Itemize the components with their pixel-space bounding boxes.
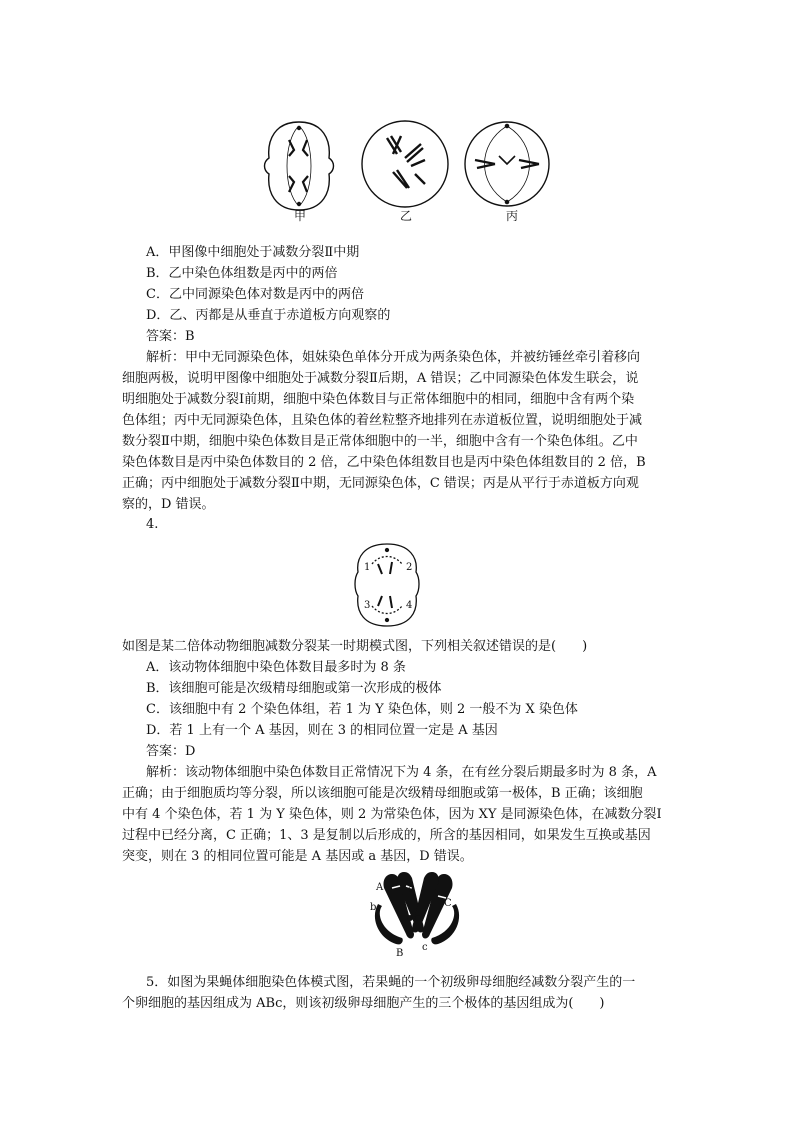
q3-analysis-line: 数分裂Ⅱ中期，细胞中染色体数目是正常体细胞中的一半，细胞中含有一个染色体组。乙中 bbox=[122, 434, 638, 449]
fig3-label-B: B bbox=[396, 948, 404, 959]
figure-fruitfly-chromosomes bbox=[362, 866, 472, 966]
fig3-label-b: b bbox=[370, 902, 377, 913]
q4-analysis-line: 解析：该动物体细胞中染色体数目正常情况下为 4 条，在有丝分裂后期最多时为 8 条，A bbox=[146, 765, 657, 780]
q4-figure-label-4: 4 bbox=[406, 600, 413, 611]
q4-answer: 答案：D bbox=[146, 744, 196, 759]
fig3-label-c: c bbox=[422, 942, 428, 953]
q3-option-c: C．乙中同源染色体对数是丙中的两倍 bbox=[146, 287, 364, 302]
q3-analysis-line: 解析：甲中无同源染色体，姐妹染色单体分开成为两条染色体，并被纺锤丝牵引着移向 bbox=[146, 350, 641, 365]
q3-analysis-line: 正确；丙中细胞处于减数分裂Ⅱ中期，无同源染色体，C 错误；丙是从平行于赤道板方向观 bbox=[122, 476, 639, 491]
q4-option-c: C．该细胞中有 2 个染色体组，若 1 为 Y 染色体，则 2 一般不为 X 染色体 bbox=[146, 702, 578, 717]
q4-figure-label-2: 2 bbox=[406, 562, 413, 573]
q3-option-a: A．甲图像中细胞处于减数分裂Ⅱ中期 bbox=[146, 245, 360, 260]
q3-analysis-line: 明细胞处于减数分裂Ⅰ前期，细胞中染色体数目与正常体细胞中的相同，细胞中含有两个染 bbox=[122, 392, 635, 407]
q4-number: 4. bbox=[146, 517, 159, 532]
cell-yi bbox=[362, 121, 448, 207]
q4-option-d: D．若 1 上有一个 A 基因，则在 3 的相同位置一定是 A 基因 bbox=[146, 723, 498, 738]
q4-figure-label-3: 3 bbox=[364, 600, 371, 611]
q5-body bbox=[122, 972, 706, 1014]
figure-q4-cell bbox=[352, 540, 422, 630]
fig3-label-A: A bbox=[376, 882, 384, 893]
figure1-label-yi: 乙 bbox=[400, 209, 413, 223]
q4-option-a: A．该动物体细胞中染色体数目最多时为 8 条 bbox=[146, 660, 406, 675]
q4-analysis-line: 过程中已经分离，C 正确；1、3 是复制以后形成的，所含的基因相同，如果发生互换或基因 bbox=[122, 828, 651, 843]
fig3-label-a: a bbox=[408, 884, 414, 895]
q4-analysis-line: 正确；由于细胞质均等分裂，所以该细胞可能是次级精母细胞或第一极体，B 正确；该细胞 bbox=[122, 786, 643, 801]
q4-analysis-line: 中有 4 个染色体，若 1 为 Y 染色体，则 2 为常染色体，因为 XY 是同源染色体，在减数分裂Ⅰ bbox=[122, 807, 662, 822]
figure1-label-bing: 丙 bbox=[506, 209, 519, 223]
q3-option-d: D．乙、丙都是从垂直于赤道板方向观察的 bbox=[146, 308, 391, 323]
q3-option-b: B．乙中染色体组数是丙中的两倍 bbox=[146, 266, 338, 281]
fig3-label-C: C bbox=[444, 898, 452, 909]
q5-stem-line: 5．如图为果蝇体细胞染色体模式图，若果蝇的一个初级卵母细胞经减数分裂产生的一 bbox=[146, 975, 636, 990]
q4-analysis-line: 突变，则在 3 的相同位置可能是 A 基因或 a 基因，D 错误。 bbox=[122, 849, 473, 864]
q5-stem-line: 个卵细胞的基因组成为 ABc，则该初级卵母细胞产生的三个极体的基因组成为( ) bbox=[122, 996, 605, 1011]
cell-bing bbox=[465, 122, 549, 206]
q3-analysis bbox=[122, 347, 686, 515]
q3-analysis-line: 察的，D 错误。 bbox=[122, 497, 215, 512]
q4-figure-label-1: 1 bbox=[364, 562, 371, 573]
q4-stem: 如图是某二倍体动物细胞减数分裂某一时期模式图，下列相关叙述错误的是( ) bbox=[122, 639, 588, 654]
q4-body bbox=[122, 636, 676, 867]
q3-analysis-line: 染色体数目是丙中染色体数目的 2 倍，乙中染色体组数目也是丙中染色体组数目的 2 倍，B bbox=[122, 455, 646, 470]
q3-answer: 答案：B bbox=[146, 329, 195, 344]
q4-option-b: B．该细胞可能是次级精母细胞或第一次形成的极体 bbox=[146, 681, 442, 696]
cell-jia bbox=[265, 122, 334, 210]
q3-analysis-line: 细胞两极，说明甲图像中细胞处于减数分裂Ⅱ后期，A 错误；乙中同源染色体发生联会，说 bbox=[122, 371, 639, 386]
q3-analysis-line: 色体组；丙中无同源染色体，且染色体的着丝粒整齐地排列在赤道板位置，说明细胞处于减 bbox=[122, 413, 643, 428]
q3-options bbox=[146, 242, 676, 347]
figure1-label-jia: 甲 bbox=[294, 209, 307, 223]
